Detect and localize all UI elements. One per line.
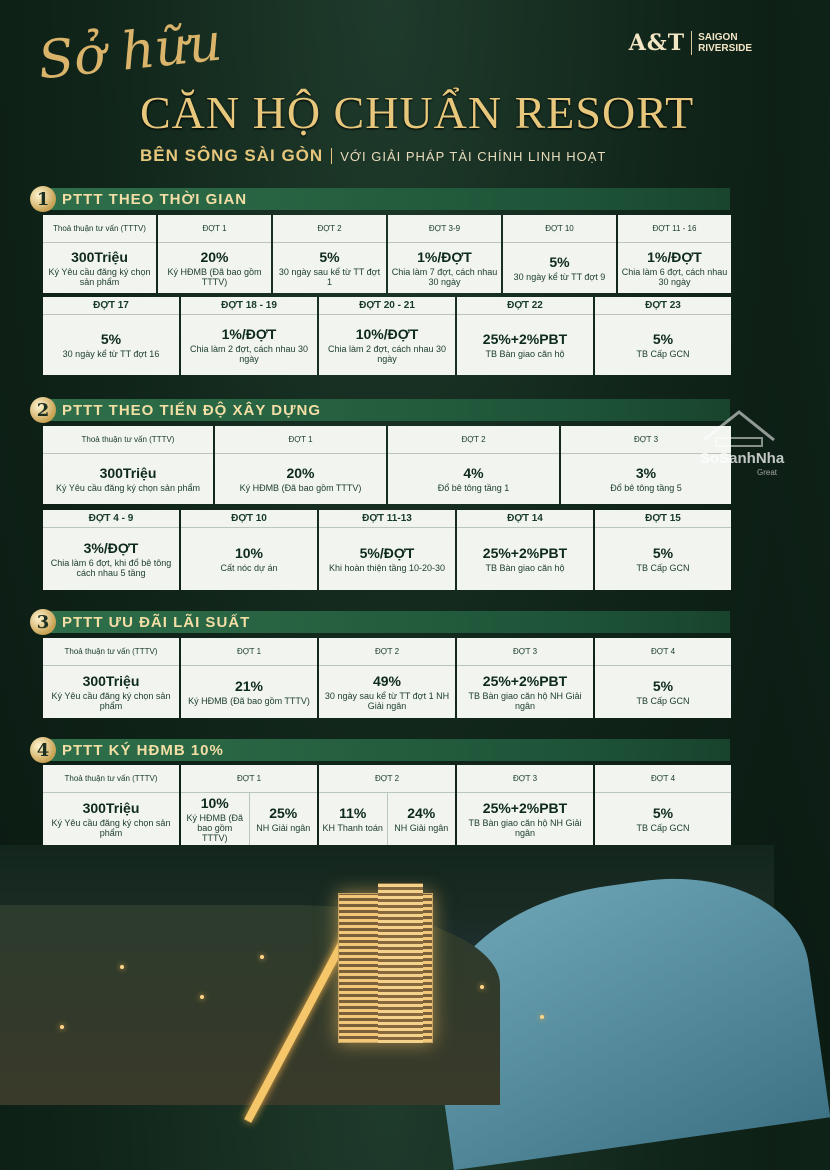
cell-split xyxy=(319,793,455,845)
payment-cell xyxy=(181,510,317,590)
payment-cell xyxy=(215,426,386,504)
payment-cell xyxy=(181,638,317,718)
payment-cell xyxy=(457,510,593,590)
cell-body xyxy=(595,666,731,718)
cell-body xyxy=(43,793,179,845)
cell-body xyxy=(319,528,455,590)
cell-head: ĐỢT 1 xyxy=(215,426,386,454)
cell-note: TB Cấp GCN xyxy=(636,563,690,573)
cell-note: 30 ngày kể từ TT đợt 9 xyxy=(513,272,606,282)
cell-note: Chia làm 6 đợt, cách nhau 30 ngày xyxy=(621,267,728,287)
city-light xyxy=(540,1015,544,1019)
script-title: Sở hữu xyxy=(35,12,225,92)
cell-head: Thoả thuận tư vấn (TTTV) xyxy=(43,215,156,243)
cell-note: Đổ bê tông tầng 1 xyxy=(437,483,510,493)
cell-split xyxy=(181,793,317,845)
tower-building xyxy=(378,883,423,1043)
cell-head: ĐỢT 15 xyxy=(595,510,731,528)
cell-body xyxy=(595,528,731,590)
cell-body xyxy=(618,243,731,293)
cell-head: ĐỢT 2 xyxy=(319,765,455,793)
cell-head: Thoả thuận tư vấn (TTTV) xyxy=(43,426,213,454)
cell-value: 300Triệu xyxy=(71,249,128,265)
cell-value: 25% xyxy=(269,805,298,821)
cell-value: 1%/ĐỢT xyxy=(221,326,277,342)
cell-value: 300Triệu xyxy=(99,465,157,481)
section-band xyxy=(48,611,730,633)
brand-logo xyxy=(629,30,752,56)
cell-note: 30 ngày sau kể từ TT đợt 1 NH Giải ngân xyxy=(324,691,450,711)
section-title: PTTT THEO THỜI GIAN xyxy=(62,190,248,208)
cell-head: Thoả thuận tư vấn (TTTV) xyxy=(43,638,179,666)
cell-note: TB Bàn giao căn hộ xyxy=(485,563,565,573)
cell-value: 10% xyxy=(234,545,264,561)
cell-note: Ký Yêu cầu đăng ký chọn sản phẩm xyxy=(51,818,171,838)
cell-value: 10% xyxy=(200,795,229,811)
cell-value: 21% xyxy=(234,678,264,694)
section-band xyxy=(48,399,730,421)
payment-cell xyxy=(43,510,179,590)
cell-value: 24% xyxy=(407,805,436,821)
section-title: PTTT KÝ HĐMB 10% xyxy=(62,741,224,759)
cell-body xyxy=(319,315,455,375)
payment-cell xyxy=(43,765,179,845)
section-header xyxy=(30,397,730,423)
section-2 xyxy=(30,397,730,423)
cell-note: TB Bàn giao căn hộ NH Giải ngân xyxy=(468,691,582,711)
section-2-row-2 xyxy=(43,510,731,590)
payment-cell xyxy=(319,510,455,590)
cell-head: ĐỢT 11 - 16 xyxy=(618,215,731,243)
cell-note: TB Bàn giao căn hộ NH Giải ngân xyxy=(468,818,582,838)
section-1-row-1 xyxy=(43,215,731,293)
watermark-small: Great xyxy=(757,468,778,477)
city-light xyxy=(120,965,124,969)
section-number: 3 xyxy=(30,609,56,635)
payment-cell xyxy=(595,510,731,590)
cell-head: ĐỢT 20 - 21 xyxy=(319,297,455,315)
cell-note: Chia làm 7 đợt, cách nhau 30 ngày xyxy=(391,267,498,287)
city-light xyxy=(480,985,484,989)
cell-body xyxy=(319,793,388,845)
payment-cell xyxy=(43,215,156,293)
payment-cell xyxy=(43,426,213,504)
cell-head: ĐỢT 23 xyxy=(595,297,731,315)
section-header xyxy=(30,609,730,635)
cell-value: 300Triệu xyxy=(82,673,140,689)
cell-body xyxy=(388,793,456,845)
subtitle-bold: BÊN SÔNG SÀI GÒN xyxy=(140,146,324,165)
cell-body xyxy=(457,315,593,375)
section-band xyxy=(48,739,730,761)
cell-head: ĐỢT 4 - 9 xyxy=(43,510,179,528)
payment-cell xyxy=(388,426,559,504)
section-band xyxy=(48,188,730,210)
cell-note: KH Thanh toán xyxy=(322,823,383,833)
cell-note: Chia làm 2 đợt, cách nhau 30 ngày xyxy=(190,344,308,364)
cell-head: ĐỢT 2 xyxy=(273,215,386,243)
cell-value: 49% xyxy=(372,673,402,689)
header xyxy=(0,0,774,180)
cell-body xyxy=(595,315,731,375)
cell-note: Chia làm 2 đợt, cách nhau 30 ngày xyxy=(328,344,446,364)
cell-body xyxy=(388,243,501,293)
cell-body xyxy=(503,243,616,293)
cell-value: 20% xyxy=(200,249,229,265)
logo-line1: SAIGON xyxy=(698,32,738,43)
cell-head: ĐỢT 3 xyxy=(457,765,593,793)
cell-value: 25%+2%PBT xyxy=(482,673,568,689)
section-number: 1 xyxy=(30,186,56,212)
cell-note: Ký Yêu cầu đăng ký chọn sản phẩm xyxy=(48,267,151,287)
payment-cell xyxy=(43,638,179,718)
watermark-text: SoSanhNha xyxy=(700,450,785,467)
payment-cell xyxy=(595,297,731,375)
cell-head: ĐỢT 2 xyxy=(319,638,455,666)
section-header xyxy=(30,737,730,763)
cell-note: Ký Yêu cầu đăng ký chọn sản phẩm xyxy=(56,483,200,493)
cell-body xyxy=(43,666,179,718)
cell-value: 5% xyxy=(319,249,340,265)
logo-line2: RIVERSIDE xyxy=(698,43,752,54)
payment-cell xyxy=(595,638,731,718)
section-title: PTTT THEO TIẾN ĐỘ XÂY DỰNG xyxy=(62,401,322,419)
cell-head: ĐỢT 3 xyxy=(457,638,593,666)
cell-head: Thoả thuận tư vấn (TTTV) xyxy=(43,765,179,793)
cell-value: 5% xyxy=(652,678,674,694)
cell-value: 25%+2%PBT xyxy=(482,800,568,816)
payment-cell xyxy=(457,765,593,845)
subtitle-light: VỚI GIẢI PHÁP TÀI CHÍNH LINH HOẠT xyxy=(340,148,607,164)
cell-head: ĐỢT 4 xyxy=(595,765,731,793)
cell-body xyxy=(457,793,593,845)
cell-head: ĐỢT 1 xyxy=(158,215,271,243)
city-light xyxy=(60,1025,64,1029)
cell-body xyxy=(181,315,317,375)
cell-body xyxy=(181,666,317,718)
section-3-row-1 xyxy=(43,638,731,718)
section-number: 4 xyxy=(30,737,56,763)
cell-head: ĐỢT 3-9 xyxy=(388,215,501,243)
main-title: CĂN HỘ CHUẨN RESORT xyxy=(140,87,695,138)
cell-body xyxy=(595,793,731,845)
cell-body xyxy=(181,793,250,845)
cell-head: ĐỢT 2 xyxy=(388,426,559,454)
logo-divider xyxy=(691,31,692,55)
cell-head: ĐỢT 1 xyxy=(181,765,317,793)
cell-note: 30 ngày kể từ TT đợt 16 xyxy=(62,349,160,359)
cell-value: 25%+2%PBT xyxy=(482,331,568,347)
section-header xyxy=(30,186,730,212)
logo-text xyxy=(698,32,752,54)
payment-cell xyxy=(503,215,616,293)
cell-value: 5% xyxy=(549,254,570,270)
cell-value: 11% xyxy=(339,805,367,821)
cell-note: Đổ bê tông tầng 5 xyxy=(610,483,682,493)
payment-cell xyxy=(595,765,731,845)
payment-cell xyxy=(388,215,501,293)
payment-cell xyxy=(457,297,593,375)
payment-cell xyxy=(319,638,455,718)
cell-head: ĐỢT 10 xyxy=(181,510,317,528)
cell-note: Ký HĐMB (Đã bao gồm TTTV) xyxy=(188,696,310,706)
payment-cell xyxy=(618,215,731,293)
payment-cell xyxy=(273,215,386,293)
cell-body xyxy=(43,528,179,590)
cell-value: 1%/ĐỢT xyxy=(417,249,472,265)
section-1 xyxy=(30,186,730,212)
payment-cell xyxy=(181,765,317,845)
cell-head: ĐỢT 3 xyxy=(561,426,731,454)
cell-note: 30 ngày sau kể từ TT đợt 1 xyxy=(278,267,381,287)
cell-head: ĐỢT 17 xyxy=(43,297,179,315)
section-number: 2 xyxy=(30,397,56,423)
cell-value: 5% xyxy=(652,331,674,347)
riverside-scene-image xyxy=(0,845,774,1080)
cell-value: 300Triệu xyxy=(82,800,140,816)
cell-body xyxy=(250,793,318,845)
cell-body xyxy=(457,528,593,590)
cell-note: NH Giải ngân xyxy=(394,823,449,833)
logo-mark: A&T xyxy=(628,30,686,56)
cell-head: ĐỢT 22 xyxy=(457,297,593,315)
section-2-row-1 xyxy=(43,426,731,504)
cell-body xyxy=(273,243,386,293)
city-light xyxy=(200,995,204,999)
cell-value: 4% xyxy=(463,465,484,481)
cell-value: 25%+2%PBT xyxy=(482,545,568,561)
cell-body xyxy=(158,243,271,293)
payment-cell xyxy=(457,638,593,718)
cell-body xyxy=(43,243,156,293)
cell-note: NH Giải ngân xyxy=(256,823,311,833)
cell-head: ĐỢT 18 - 19 xyxy=(181,297,317,315)
cell-head: ĐỢT 1 xyxy=(181,638,317,666)
cell-value: 5% xyxy=(652,805,674,821)
subtitle-divider xyxy=(331,148,332,164)
cell-body xyxy=(319,666,455,718)
cell-body xyxy=(43,454,213,504)
section-4-row-1 xyxy=(43,765,731,845)
cell-note: Ký Yêu cầu đăng ký chọn sản phẩm xyxy=(51,691,171,711)
payment-cell xyxy=(319,297,455,375)
cell-note: TB Bàn giao căn hộ xyxy=(485,349,565,359)
section-3 xyxy=(30,609,730,635)
cell-body xyxy=(388,454,559,504)
subtitle xyxy=(140,146,606,166)
cell-note: Ký HĐMB (Đã bao gồm TTTV) xyxy=(167,267,262,287)
payment-cell xyxy=(158,215,271,293)
cell-value: 3% xyxy=(635,465,657,481)
section-title: PTTT ƯU ĐÃI LÃI SUẤT xyxy=(62,613,251,631)
cell-body xyxy=(215,454,386,504)
cell-note: Chia làm 6 đợt, khi đổ bê tông cách nhau 5 tầng xyxy=(50,558,172,578)
cell-note: TB Cấp GCN xyxy=(636,696,690,706)
cell-note: Ký HĐMB (Đã bao gồm TTTV) xyxy=(186,813,243,843)
cell-value: 3%/ĐỢT xyxy=(83,540,139,556)
cell-value: 1%/ĐỢT xyxy=(647,249,702,265)
payment-cell xyxy=(181,297,317,375)
cell-body xyxy=(181,528,317,590)
cell-note: Ký HĐMB (Đã bao gồm TTTV) xyxy=(239,483,362,493)
cell-value: 5% xyxy=(652,545,674,561)
cell-note: Khi hoàn thiện tầng 10-20-30 xyxy=(328,563,446,573)
cell-value: 20% xyxy=(286,465,315,481)
cell-note: TB Cấp GCN xyxy=(636,349,690,359)
city-light xyxy=(260,955,264,959)
payment-cell xyxy=(43,297,179,375)
cell-head: ĐỢT 4 xyxy=(595,638,731,666)
payment-cell xyxy=(319,765,455,845)
section-1-row-2 xyxy=(43,297,731,375)
cell-head: ĐỢT 14 xyxy=(457,510,593,528)
cell-head: ĐỢT 11-13 xyxy=(319,510,455,528)
cell-value: 5% xyxy=(100,331,122,347)
cell-body xyxy=(457,666,593,718)
section-4 xyxy=(30,737,730,763)
cell-head: ĐỢT 10 xyxy=(503,215,616,243)
cell-body xyxy=(43,315,179,375)
cell-note: Cất nóc dự án xyxy=(220,563,278,573)
cell-value: 10%/ĐỢT xyxy=(355,326,419,342)
cell-note: TB Cấp GCN xyxy=(636,823,690,833)
cell-value: 5%/ĐỢT xyxy=(359,545,415,561)
